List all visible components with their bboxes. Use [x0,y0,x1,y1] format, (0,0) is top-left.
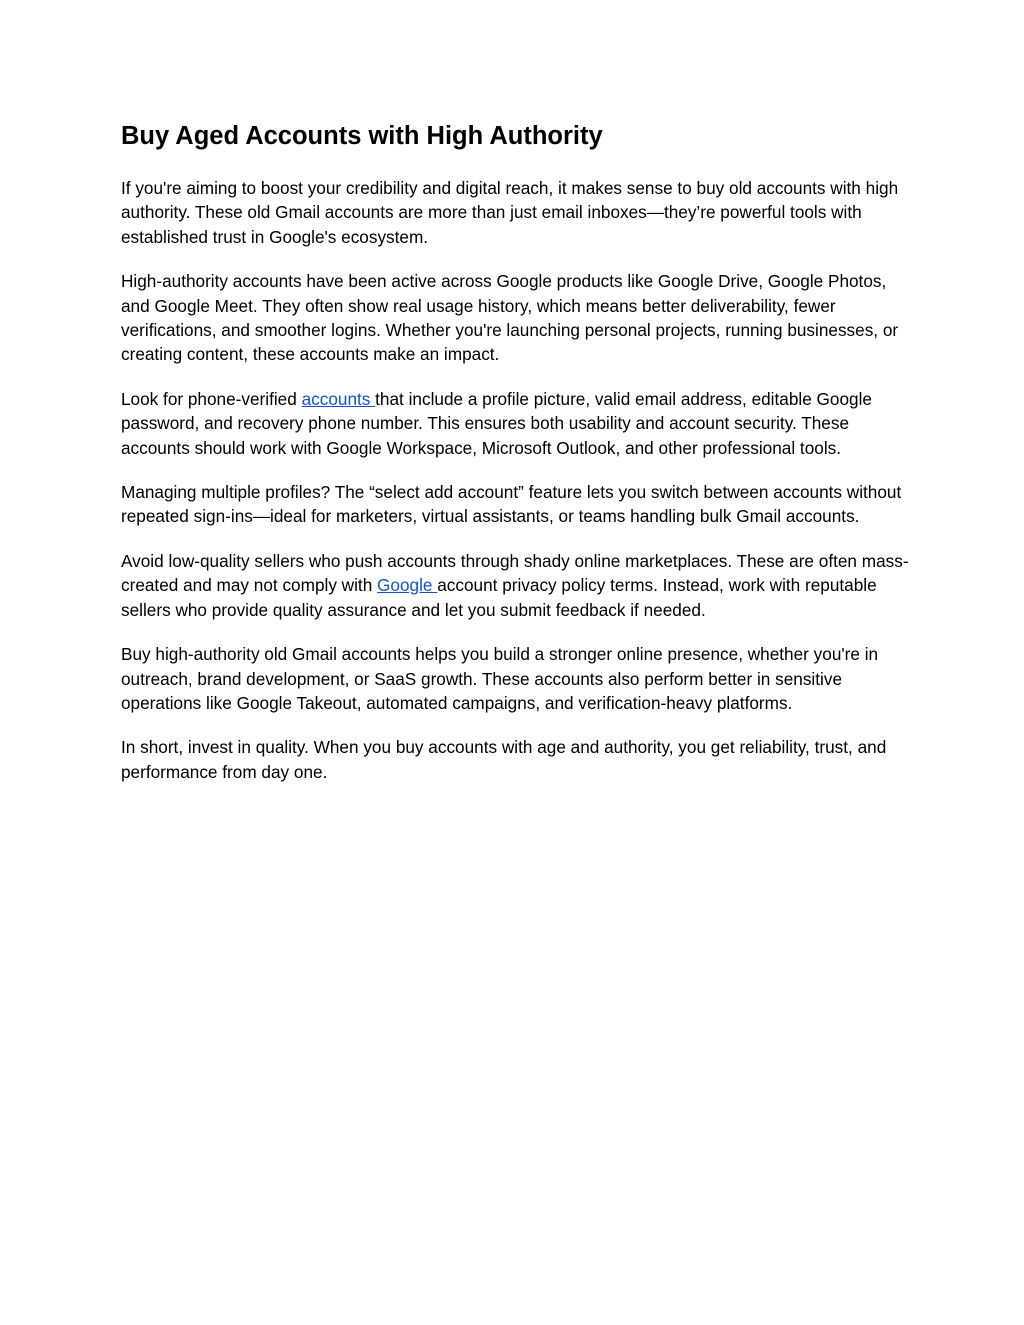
paragraph-conclusion: In short, invest in quality. When you buy accounts with age and authority, you get reliability, trust, and performance from day one. [121,737,887,782]
paragraph-text-before-link: Look for phone-verified [121,388,302,409]
paragraph-multiple-profiles: Managing multiple profiles? The “select add account” feature lets you switch between accounts without repeated sign-ins—ideal for marketers, virtual assistants, or teams handling bulk Gmail accounts. [121,482,902,527]
paragraph-phone-verified [121,387,911,460]
document-title: Buy Aged Accounts with High Authority [121,122,603,150]
accounts-link[interactable]: accounts [301,388,376,409]
google-link[interactable]: Google [377,575,438,596]
paragraph-text-after-link: that include a profile picture, valid email address, editable Google password, and recovery phone number. This ensures both usability and account security. These accounts should work with Google Workspace, Microsoft Outlook, and other professional tools. [121,388,872,458]
paragraph-google-products: High-authority accounts have been active across Google products like Google Drive, Google Photos, and Google Meet. They often show real usage history, which means better deliverability, fewer verifications, and smoother logins. Whether you're launching personal projects, running businesses, or creating content, these accounts make an impact. [121,271,899,365]
paragraph-text-before-link: Avoid low-quality sellers who push accounts through shady online marketplaces. These are often mass-created and may not comply with [121,550,909,596]
paragraph-online-presence: Buy high-authority old Gmail accounts helps you build a stronger online presence, whether you're in outreach, brand development, or SaaS growth. These accounts also perform better in sensitive operations like Google Takeout, automated campaigns, and verification-heavy platforms. [121,644,879,713]
document-body [121,118,911,804]
paragraph-text-after-link: account privacy policy terms. Instead, work with reputable sellers who provide quality assurance and let you submit feedback if needed. [121,575,877,620]
paragraph-intro: If you're aiming to boost your credibility and digital reach, it makes sense to buy old accounts with high authority. These old Gmail accounts are more than just email inboxes—they’re powerful tools with established trust in Google's ecosystem. [121,178,899,247]
paragraph-avoid-sellers [121,549,911,622]
